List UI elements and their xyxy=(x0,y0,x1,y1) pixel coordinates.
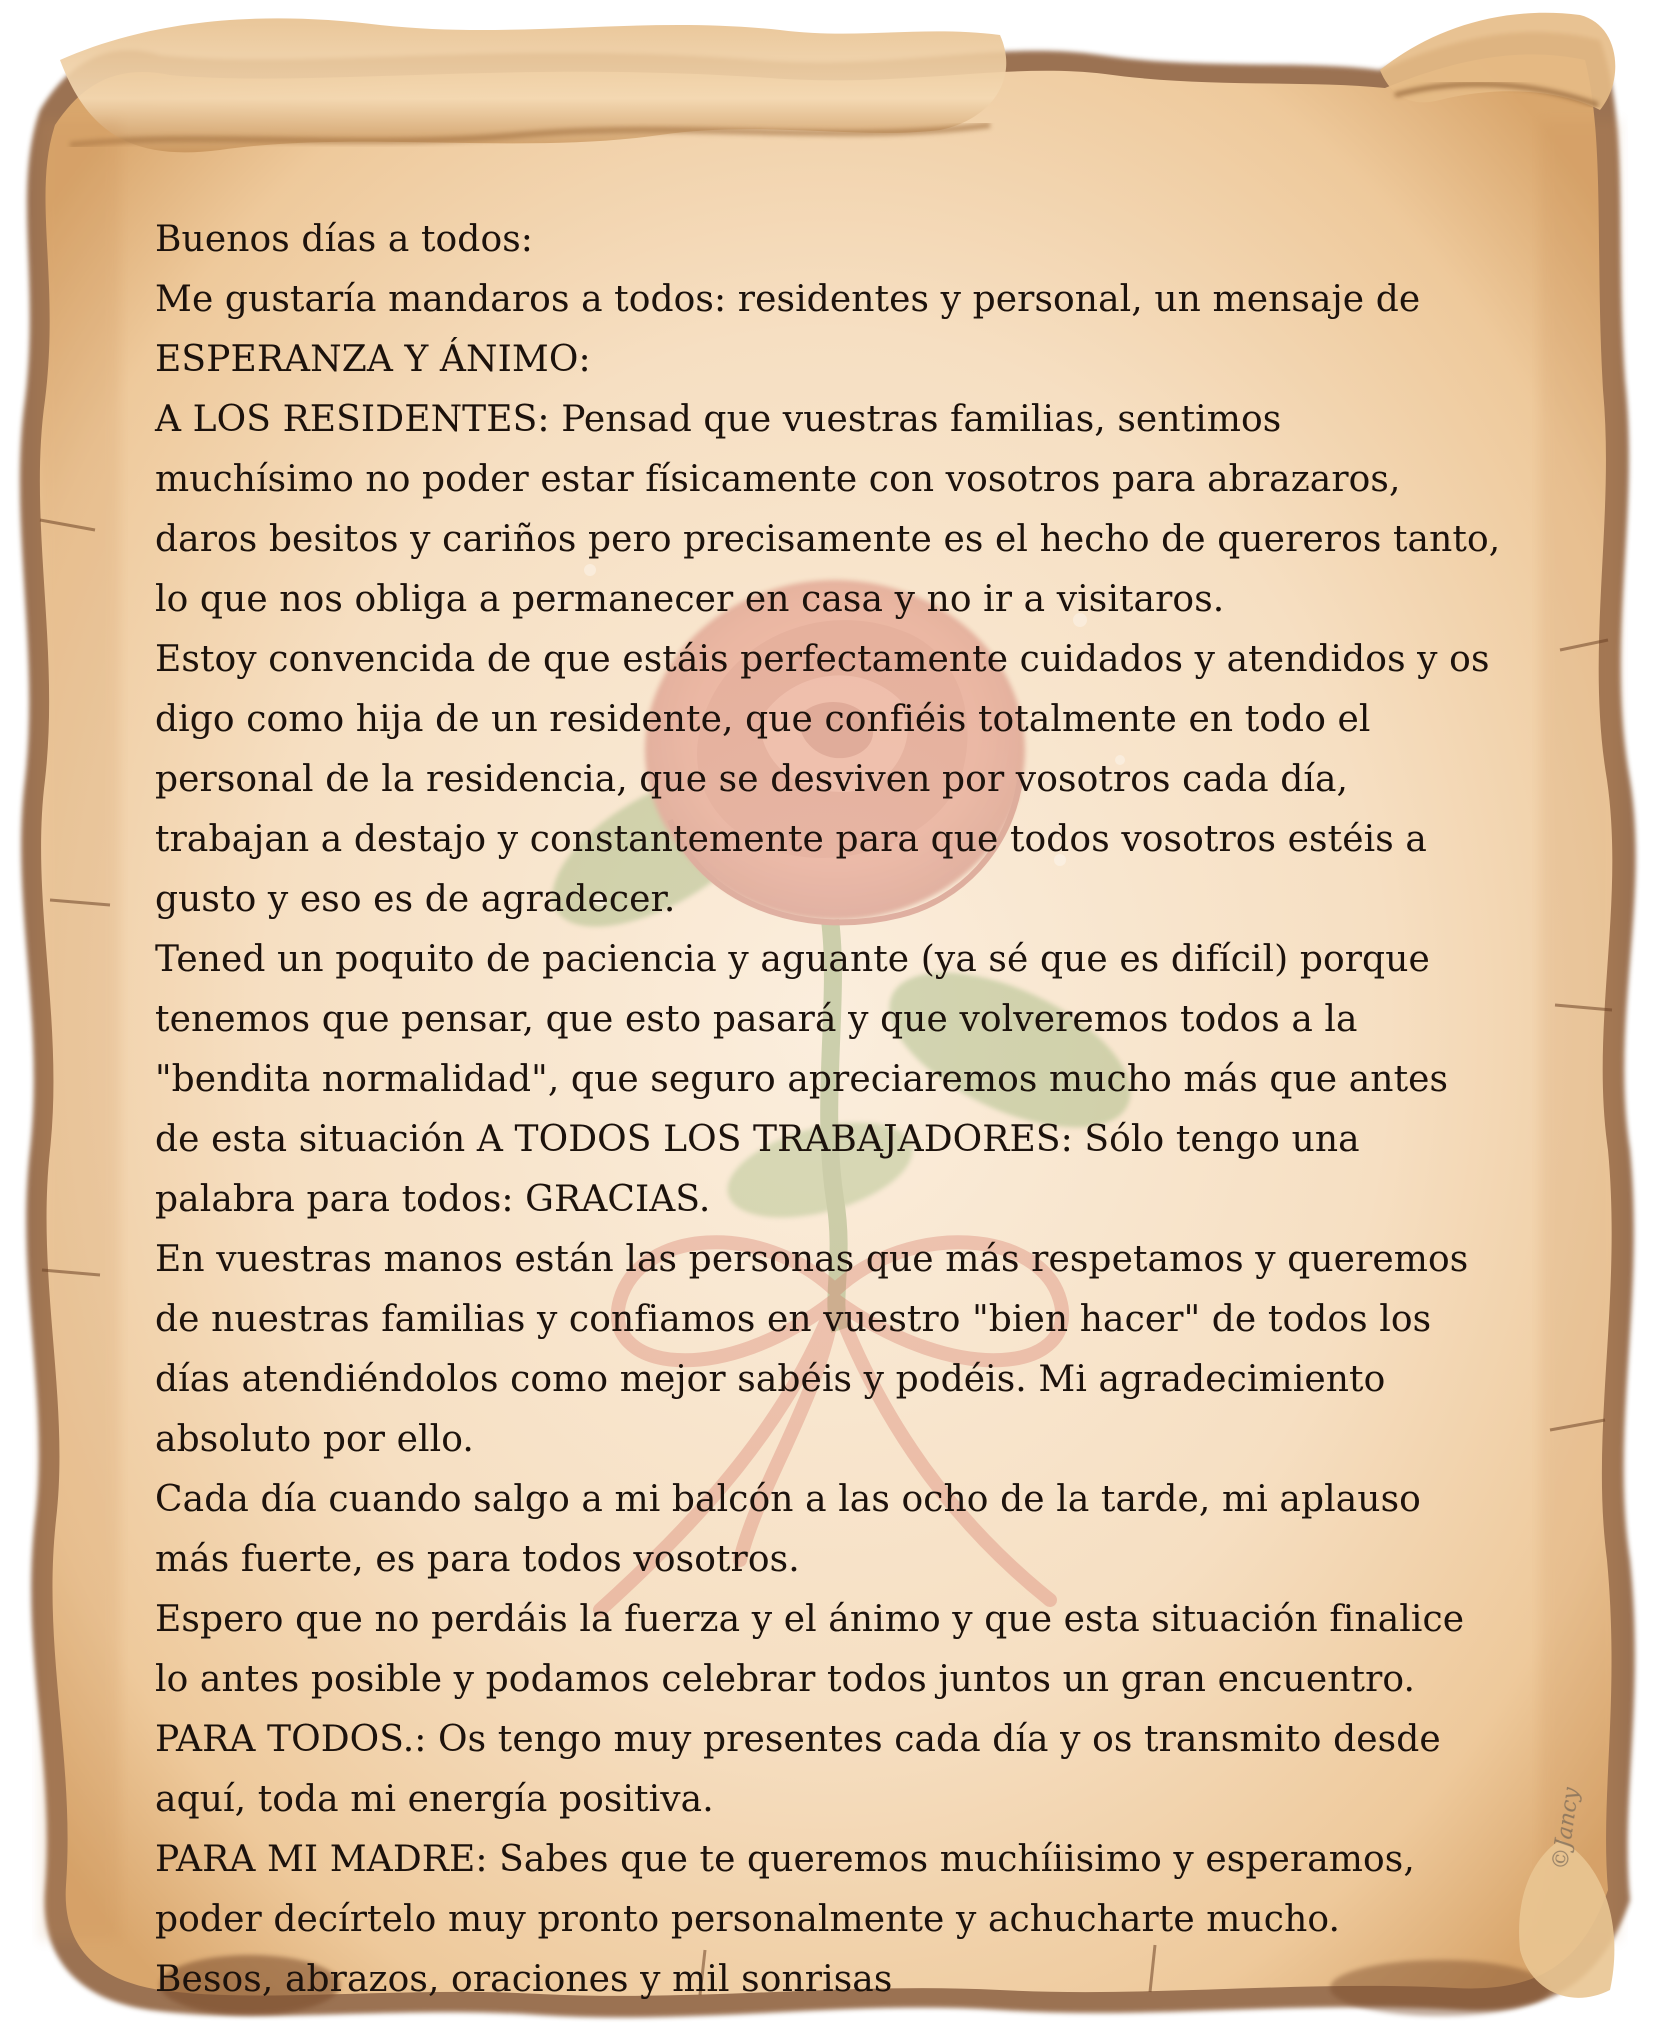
letter-line: palabra para todos: GRACIAS. xyxy=(155,1179,711,1220)
letter-line: digo como hija de un residente, que confiéis totalmente en todo el xyxy=(155,699,1371,740)
letter-line: En vuestras manos están las personas que más respetamos y queremos xyxy=(155,1239,1469,1280)
letter-line: daros besitos y cariños pero precisamente es el hecho de quereros tanto, xyxy=(155,519,1501,560)
letter-line: días atendiéndolos como mejor sabéis y podéis. Mi agradecimiento xyxy=(155,1359,1386,1400)
letter-body xyxy=(155,210,1555,2010)
letter-line: más fuerte, es para todos vosotros. xyxy=(155,1539,800,1580)
letter-line: PARA MI MADRE: Sabes que te queremos muchíiisimo y esperamos, xyxy=(155,1839,1415,1880)
letter-line: Besos, abrazos, oraciones y mil sonrisas xyxy=(155,1959,893,2000)
letter-line: lo que nos obliga a permanecer en casa y no ir a visitaros. xyxy=(155,579,1225,620)
letter-line: "bendita normalidad", que seguro apreciaremos mucho más que antes xyxy=(155,1059,1449,1100)
artist-signature: ©Jancy xyxy=(1548,1785,1585,1872)
letter-line: Espero que no perdáis la fuerza y el ánimo y que esta situación finalice xyxy=(155,1599,1465,1640)
letter-line: aquí, toda mi energía positiva. xyxy=(155,1779,714,1820)
letter-line: Estoy convencida de que estáis perfectamente cuidados y atendidos y os xyxy=(155,639,1490,680)
letter-line: Me gustaría mandaros a todos: residentes y personal, un mensaje de xyxy=(155,279,1421,320)
letter-line: personal de la residencia, que se desviven por vosotros cada día, xyxy=(155,759,1349,800)
letter-line: Tened un poquito de paciencia y aguante (ya sé que es difícil) porque xyxy=(155,939,1430,980)
letter-line: de nuestras familias y confiamos en vuestro "bien hacer" de todos los xyxy=(155,1299,1432,1340)
letter-line: trabajan a destajo y constantemente para que todos vosotros estéis a xyxy=(155,819,1427,860)
letter-line: A LOS RESIDENTES: Pensad que vuestras familias, sentimos xyxy=(155,399,1282,440)
letter-line: gusto y eso es de agradecer. xyxy=(155,879,676,920)
letter-line: lo antes posible y podamos celebrar todos juntos un gran encuentro. xyxy=(155,1659,1416,1700)
letter-line: tenemos que pensar, que esto pasará y que volveremos todos a la xyxy=(155,999,1358,1040)
letter-line: poder decírtelo muy pronto personalmente y achucharte mucho. xyxy=(155,1899,1341,1940)
letter-line: absoluto por ello. xyxy=(155,1419,474,1460)
letter-line: de esta situación A TODOS LOS TRABAJADORES: Sólo tengo una xyxy=(155,1119,1360,1160)
letter-line: PARA TODOS.: Os tengo muy presentes cada día y os transmito desde xyxy=(155,1719,1441,1760)
letter-line: muchísimo no poder estar físicamente con vosotros para abrazaros, xyxy=(155,459,1401,500)
letter-line: Cada día cuando salgo a mi balcón a las ocho de la tarde, mi aplauso xyxy=(155,1479,1421,1520)
letter-line: Buenos días a todos: xyxy=(155,219,534,260)
letter-line: ESPERANZA Y ÁNIMO: xyxy=(155,339,591,380)
